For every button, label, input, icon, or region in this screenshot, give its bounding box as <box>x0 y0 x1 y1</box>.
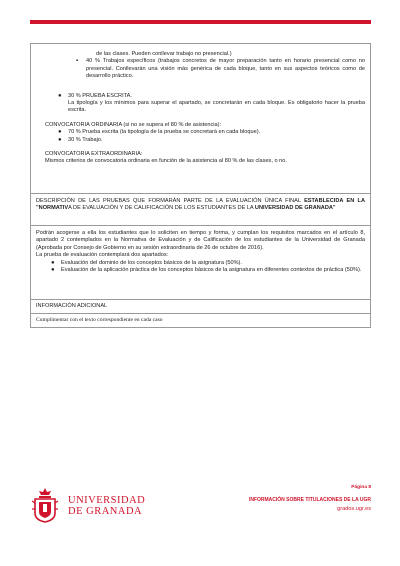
footer-info <box>201 485 371 512</box>
section-heading: INFORMACIÓN ADICIONAL <box>36 303 108 309</box>
list-item-text: La tipología y los mínimos para superar el apartado, se concretarán en cada bloque. Es obligatorio hacer la prueba escrita. <box>68 100 365 114</box>
heading-bold-part: ESTABLECIDA EN LA "NORMATIV <box>36 198 365 211</box>
university-logo <box>30 485 200 525</box>
description-intro: La prueba de evaluación contemplará dos apartados: <box>36 252 169 259</box>
bullet-icon: ● <box>58 129 62 136</box>
list-item-text: 70 % Prueba escrita (la tipología de la prueba se concretará en cada bloque). <box>68 129 261 136</box>
heading-bold-part: UNIVERSIDAD DE GRANADA" <box>254 205 336 211</box>
ordinaria-heading: CONVOCATORIA ORDINARIA (si no se supera el 80 % de asistencia): <box>45 121 222 128</box>
heading-part: A DE EVALUACIÓN Y DE CALIFICACIÓN DE LOS ESTUDIANTES DE LA <box>68 205 255 211</box>
final-evaluation-heading-section <box>31 194 370 226</box>
additional-info-section <box>31 300 370 314</box>
final-evaluation-description-section <box>31 226 370 300</box>
extraordinaria-text: Mismos criterios de convocatoria ordinaria en función de la asistencia al 80 % de las clases, o no. <box>45 158 287 165</box>
header-red-bar <box>30 20 371 24</box>
bullet-icon: ● <box>51 259 55 266</box>
list-item-title: 30 % PRUEBA ESCRITA. <box>68 92 132 99</box>
bullet-icon: ▪ <box>76 58 79 65</box>
list-item-text: Evaluación del dominio de los conceptos básicos de la asignatura (50%). <box>61 259 242 266</box>
bullet-icon: ● <box>58 92 62 99</box>
description-paragraph: Podrán acogerse a ella los estudiantes que lo soliciten en tiempo y forma, y cumplan los requisitos marcados en el artículo 8, apartado 2 contemplados en la Normativa de Evaluación y de Calificación de los estudiantes de la Universidad de Granada (Aprobada por Consejo de Gobierno en su sesión extraordinaria de 26 de octubre de 2016). <box>36 230 365 251</box>
list-item <box>36 260 365 267</box>
extraordinaria-heading: CONVOCATORIA EXTRAORDINARIA: <box>45 151 143 158</box>
list-item <box>36 129 365 136</box>
list-item <box>36 137 365 144</box>
university-crest-icon <box>30 487 60 523</box>
website-link[interactable]: grados.ugr.es <box>337 506 371 512</box>
page-number: Página 8 <box>351 485 371 490</box>
university-name <box>68 495 145 517</box>
additional-info-content <box>31 314 370 327</box>
list-item-text: Evaluación de la aplicación práctica de los conceptos básicos de la asignatura en diferentes contextos de práctica (50%). <box>61 267 362 274</box>
evaluation-criteria-section <box>31 44 370 194</box>
bullet-icon: ● <box>58 136 62 143</box>
placeholder-text: Cumplimentar con el texto correspondiente en cada caso <box>36 317 163 323</box>
bullet-icon: ● <box>51 267 55 274</box>
list-item-40-percent <box>36 58 365 80</box>
heading-part: DESCRIPCIÓN DE LAS PRUEBAS QUE FORMARÁN PARTE DE LA EVALUACIÓN ÚNICA FINAL <box>36 198 305 204</box>
list-item <box>36 267 365 274</box>
list-item-text: 30 % Trabajo. <box>68 136 103 143</box>
section-heading <box>36 198 365 212</box>
footer-title: INFORMACIÓN SOBRE TITULACIONES DE LA UGR <box>248 497 371 503</box>
university-name-line: UNIVERSIDAD <box>68 495 146 506</box>
list-item-30-percent <box>36 93 365 115</box>
university-name-line: DE GRANADA <box>68 506 143 517</box>
continuation-line: de las clases. Pueden conllevar trabajo no presencial.) <box>96 51 232 57</box>
list-item-text: 40 % Trabajos específicos (trabajos concretos de mayor preparación tanto en horario presencial como no presencial. Conllevarán una visión más genérica de cada bloque, tanto en sus aspectos teóricos como de desarrollo práctico. <box>86 58 365 80</box>
evaluation-table <box>30 43 371 328</box>
